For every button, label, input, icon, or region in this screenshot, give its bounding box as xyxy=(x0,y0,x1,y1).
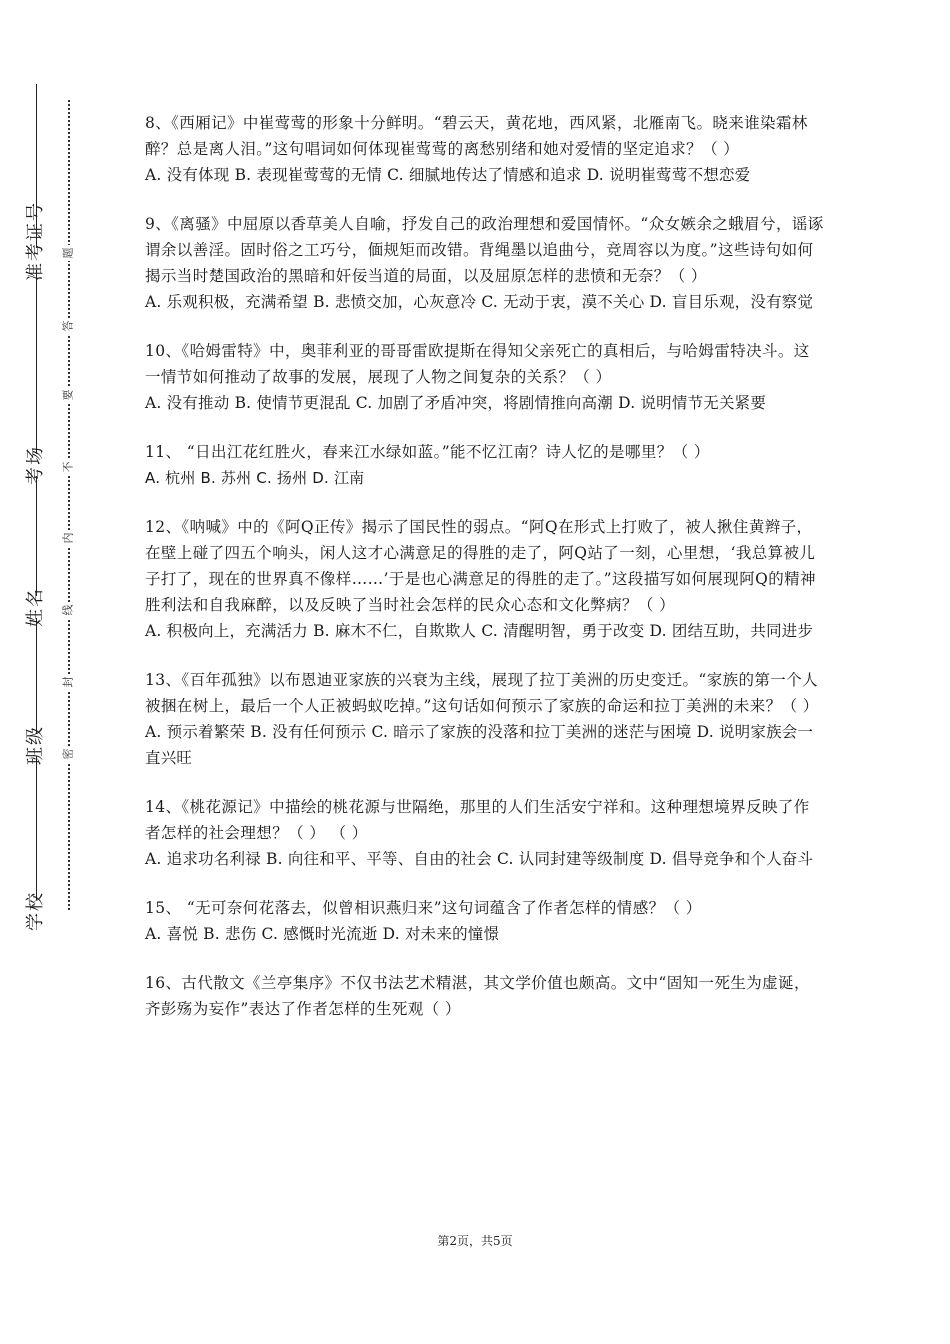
seal-char: 内 xyxy=(59,530,77,546)
seal-char: 题 xyxy=(59,245,77,261)
question-list xyxy=(145,110,825,1045)
question-options: A. 没有推动 B. 使情节更混乱 C. 加剧了矛盾冲突，将剧情推向高潮 D. 说明情节无关紧要 xyxy=(145,394,767,412)
question-stem: 10、《哈姆雷特》中，奥菲利亚的哥哥雷欧提斯在得知父亲死亡的真相后，与哈姆雷特决斗。这一情节如何推动了故事的发展，展现了人物之间复杂的关系？（ ） xyxy=(145,342,810,386)
question-16 xyxy=(145,970,825,1022)
question-options: A. 乐观积极，充满希望 B. 悲愤交加，心灰意冷 C. 无动于衷，漠不关心 D. 盲目乐观，没有察觉 xyxy=(145,293,814,311)
question-stem: 16、古代散文《兰亭集序》不仅书法艺术精湛，其文学价值也颇高。文中“固知一死生为虚诞，齐彭殇为妄作”表达了作者怎样的生死观（ ） xyxy=(145,974,810,1018)
question-options: A. 预示着繁荣 B. 没有任何预示 C. 暗示了家族的没落和拉丁美洲的迷茫与困境 D. 说明家族会一直兴旺 xyxy=(145,723,814,767)
field-name: 姓名 xyxy=(14,596,58,618)
question-options: A. 追求功名利禄 B. 向往和平、平等、自由的社会 C. 认同封建等级制度 D. 倡导竞争和个人奋斗 xyxy=(145,850,814,868)
question-10 xyxy=(145,338,825,416)
field-school: 学校 xyxy=(14,900,58,922)
question-options: A. 喜悦 B. 悲伤 C. 感慨时光流逝 D. 对未来的憧憬 xyxy=(145,925,500,943)
question-14 xyxy=(145,794,825,872)
seal-char: 不 xyxy=(59,459,77,475)
question-12 xyxy=(145,514,825,644)
question-options: A. 杭州 B. 苏州 C. 扬州 D. 江南 xyxy=(145,469,365,487)
binding-margin xyxy=(0,0,110,1344)
question-stem: 9、《离骚》中屈原以香草美人自喻，抒发自己的政治理想和爱国情怀。“众女嫉余之蛾眉兮，谣诼谓余以善淫。固时俗之工巧兮，偭规矩而改错。背绳墨以追曲兮，竞周容以为度。”这些诗句如何揭示当时楚国政治的黑暗和奸佞当道的局面，以及屈原怎样的悲愤和无奈？（ ） xyxy=(145,215,824,285)
seal-char: 要 xyxy=(59,387,77,403)
question-stem: 13、《百年孤独》以布恩迪亚家族的兴衰为主线，展现了拉丁美洲的历史变迁。“家族的第一个人被捆在树上，最后一个人正被蚂蚁吃掉。”这句话如何预示了家族的命运和拉丁美洲的未来？（ ） xyxy=(145,671,819,715)
field-class: 班级 xyxy=(14,734,58,756)
question-13 xyxy=(145,667,825,771)
question-stem: 8、《西厢记》中崔莺莺的形象十分鲜明。“碧云天，黄花地，西风紧，北雁南飞。晓来谁染霜林醉？总是离人泪。”这句唱词如何体现崔莺莺的离愁别绪和她对爱情的坚定追求？（ ） xyxy=(145,114,808,158)
question-stem: 12、《呐喊》中的《阿Q正传》揭示了国民性的弱点。“阿Q在形式上打败了，被人揪住黄辫子，在壁上碰了四五个响头，闲人这才心满意足的得胜的走了，阿Q站了一刻，心里想，‘我总算被儿子打了，现在的世界真不像样……’于是也心满意足的得胜的走了。”这段描写如何展现阿Q的精神胜利法和自我麻醉，以及反映了当时社会怎样的民众心态和文化弊病？（ ） xyxy=(145,518,816,614)
question-8 xyxy=(145,110,825,188)
question-options: A. 积极向上，充满活力 B. 麻木不仁，自欺欺人 C. 清醒明智，勇于改变 D. 团结互助，共同进步 xyxy=(145,622,814,640)
seal-char: 封 xyxy=(59,674,77,690)
question-options: A. 没有体现 B. 表现崔莺莺的无情 C. 细腻地传达了情感和追求 D. 说明崔莺莺不想恋爱 xyxy=(145,166,751,184)
question-stem: 14、《桃花源记》中描绘的桃花源与世隔绝，那里的人们生活安宁祥和。这种理想境界反映了作者怎样的社会理想？（ ） （ ） xyxy=(145,798,810,842)
seal-char: 线 xyxy=(59,602,77,618)
question-15 xyxy=(145,895,825,947)
field-exam-id: 准考证号 xyxy=(14,248,58,270)
seal-char: 答 xyxy=(59,318,77,334)
question-11 xyxy=(145,439,825,491)
seal-char: 密 xyxy=(59,746,77,762)
question-stem: 15、 “无可奈何花落去，似曾相识燕归来”这句词蕴含了作者怎样的情感？（ ） xyxy=(145,899,702,917)
seal-dotted-line xyxy=(68,100,70,910)
question-stem: 11、 “日出江花红胜火，春来江水绿如蓝。”能不忆江南？诗人忆的是哪里？（ ） xyxy=(145,443,710,461)
question-9 xyxy=(145,211,825,315)
field-exam-room: 考场 xyxy=(14,454,58,476)
page-number: 第2页，共5页 xyxy=(437,1234,513,1248)
